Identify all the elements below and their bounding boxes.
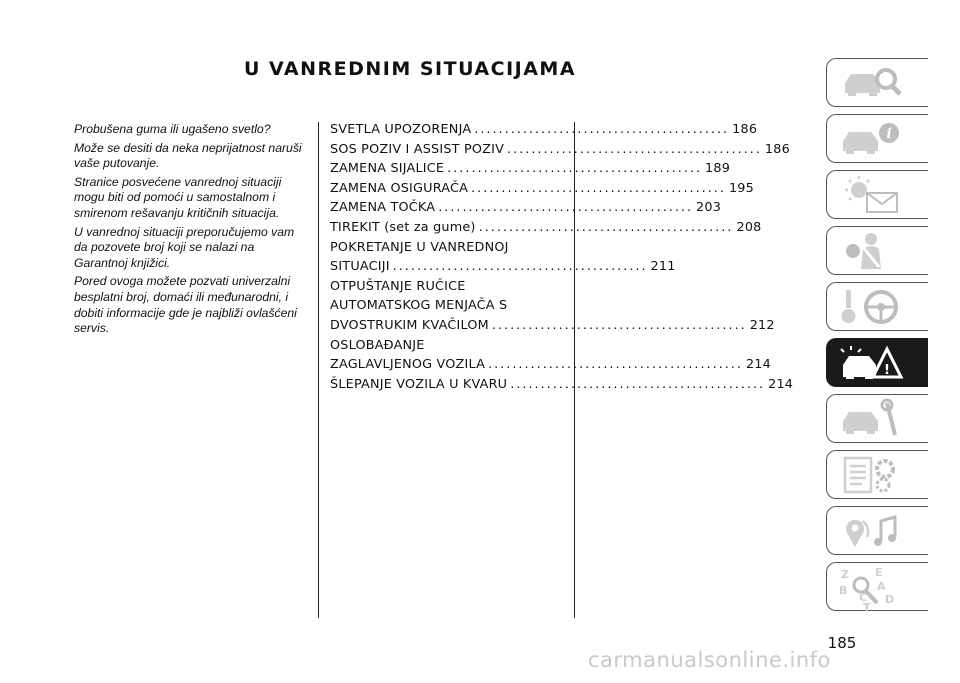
steering-wheel-icon (837, 287, 907, 327)
index-letter: A (877, 580, 886, 593)
multimedia-icon (837, 511, 907, 551)
alphabetical-index-icon (837, 566, 907, 614)
car-breakdown-warning-icon (837, 343, 907, 383)
toc-page-number: 214 (745, 357, 771, 373)
chapter-tab-maintenance[interactable] (826, 394, 928, 443)
chapter-tab-starting-driving[interactable] (826, 282, 928, 331)
car-maintenance-icon (837, 399, 907, 439)
svg-text:i: i (886, 126, 892, 142)
toc-leader-dots: .......................................... (507, 141, 762, 157)
toc-page-number: 189 (705, 161, 731, 177)
toc-leader-dots: .......................................... (491, 317, 747, 333)
toc-entry-label: SITUACIJI (330, 259, 390, 275)
toc-entry[interactable] (330, 218, 762, 238)
index-letter: Z (841, 568, 849, 581)
toc-entry[interactable] (330, 375, 794, 395)
intro-paragraph: Stranice posvećene vanrednoj situaciji mogu biti od pomoći u samostalnom i smirenom rešavanju kritičnih situacija. (74, 174, 282, 220)
toc-entry-label: DVOSTRUKIM KVAČILOM (330, 317, 489, 333)
toc-entry-label: ZAMENA OSIGURAČA (330, 180, 469, 196)
toc-entry-label: ŠLEPANJE VOZILA U KVARU (330, 376, 508, 392)
table-of-contents (330, 120, 794, 394)
svg-text:!: ! (884, 363, 890, 378)
toc-entry-label-line[interactable]: OSLOBAĐANJE (330, 337, 425, 353)
toc-entry[interactable] (330, 179, 754, 199)
toc-entry-label: ZAMENA TOČKA (330, 200, 436, 216)
intro-paragraph: Pored ovoga možete pozvati univerzalni besplatni broj, domaći ili međunarodni, i dobiti informacije gde je najbliži ovlašćeni servis. (74, 274, 297, 336)
toc-leader-dots: .......................................... (488, 357, 743, 373)
toc-entry[interactable] (330, 355, 771, 375)
toc-entry[interactable] (330, 120, 758, 140)
toc-page-number: 195 (728, 180, 754, 196)
toc-entry-label: SOS POZIV I ASSIST POZIV (330, 141, 505, 157)
toc-entry[interactable] (330, 316, 775, 336)
toc-leader-dots: .......................................... (392, 259, 648, 275)
toc-leader-dots: .......................................... (447, 161, 703, 177)
toc-leader-dots: .......................................... (474, 122, 730, 137)
toc-entry-label-line[interactable]: OTPUŠTANJE RUČICE (330, 278, 466, 294)
toc-entry-label: TIREKIT (set za gume) (330, 219, 476, 235)
toc-entry[interactable] (330, 159, 731, 179)
chapter-tab-technical-data[interactable] (826, 450, 928, 499)
toc-page-number: 211 (650, 259, 676, 275)
toc-page-number: 214 (768, 376, 794, 392)
chapter-tab-warning-lights[interactable] (826, 170, 928, 219)
toc-entry-label-line[interactable]: AUTOMATSKOG MENJAČA S (330, 298, 508, 314)
index-letter: E (875, 566, 883, 579)
intro-text (74, 122, 304, 340)
watermark: carmanualsonline.info (588, 648, 831, 672)
toc-entry[interactable] (330, 257, 676, 277)
toc-page-number: 212 (749, 317, 775, 333)
toc-leader-dots: .......................................... (510, 376, 766, 392)
index-letter: T (863, 601, 871, 614)
car-info-icon (837, 119, 907, 159)
page-number: 185 (827, 634, 857, 652)
column-divider (318, 122, 319, 618)
toc-page-number: 186 (764, 141, 790, 157)
toc-entry-label: ZAGLAVLJENOG VOZILA (330, 357, 486, 373)
toc-entry-label-line[interactable]: POKRETANJE U VANREDNOJ (330, 239, 509, 255)
toc-entry[interactable] (330, 198, 722, 218)
intro-paragraph: Probušena guma ili ugašeno svetlo? (74, 122, 271, 136)
toc-page-number: 203 (696, 200, 722, 216)
airbag-seatbelt-icon (837, 231, 907, 271)
index-letter: D (885, 593, 895, 606)
intro-paragraph: U vanrednoj situaciji preporučujemo vam da pozovete broj koji se nalazi na Garantnoj knjižici. (74, 224, 295, 270)
page-title: U VANREDNIM SITUACIJAMA (243, 58, 577, 80)
chapter-tab-vehicle-knowledge[interactable] (826, 58, 928, 107)
toc-page-number: 186 (732, 122, 758, 137)
toc-entry-label: ZAMENA SIJALICE (330, 161, 445, 177)
chapter-tab-multimedia[interactable] (826, 506, 928, 555)
toc-leader-dots: .......................................... (471, 180, 726, 196)
specifications-gear-icon (837, 455, 907, 495)
toc-entry[interactable] (330, 140, 790, 160)
toc-leader-dots: .......................................... (438, 200, 694, 216)
toc-entry-label: SVETLA UPOZORENJA (330, 122, 472, 137)
index-letter: B (839, 584, 848, 597)
chapter-tab-index[interactable] (826, 562, 928, 614)
chapter-tab-emergency[interactable] (826, 338, 928, 387)
intro-paragraph: Može se desiti da neka neprijatnost naruši vaše putovanje. (74, 140, 302, 171)
index-letter: C (859, 591, 868, 604)
toc-page-number: 208 (736, 219, 762, 235)
toc-leader-dots: .......................................... (478, 219, 734, 235)
warning-light-message-icon (837, 175, 907, 215)
chapter-tab-dashboard[interactable] (826, 114, 928, 163)
car-magnifier-icon (837, 63, 907, 103)
chapter-tab-safety[interactable] (826, 226, 928, 275)
